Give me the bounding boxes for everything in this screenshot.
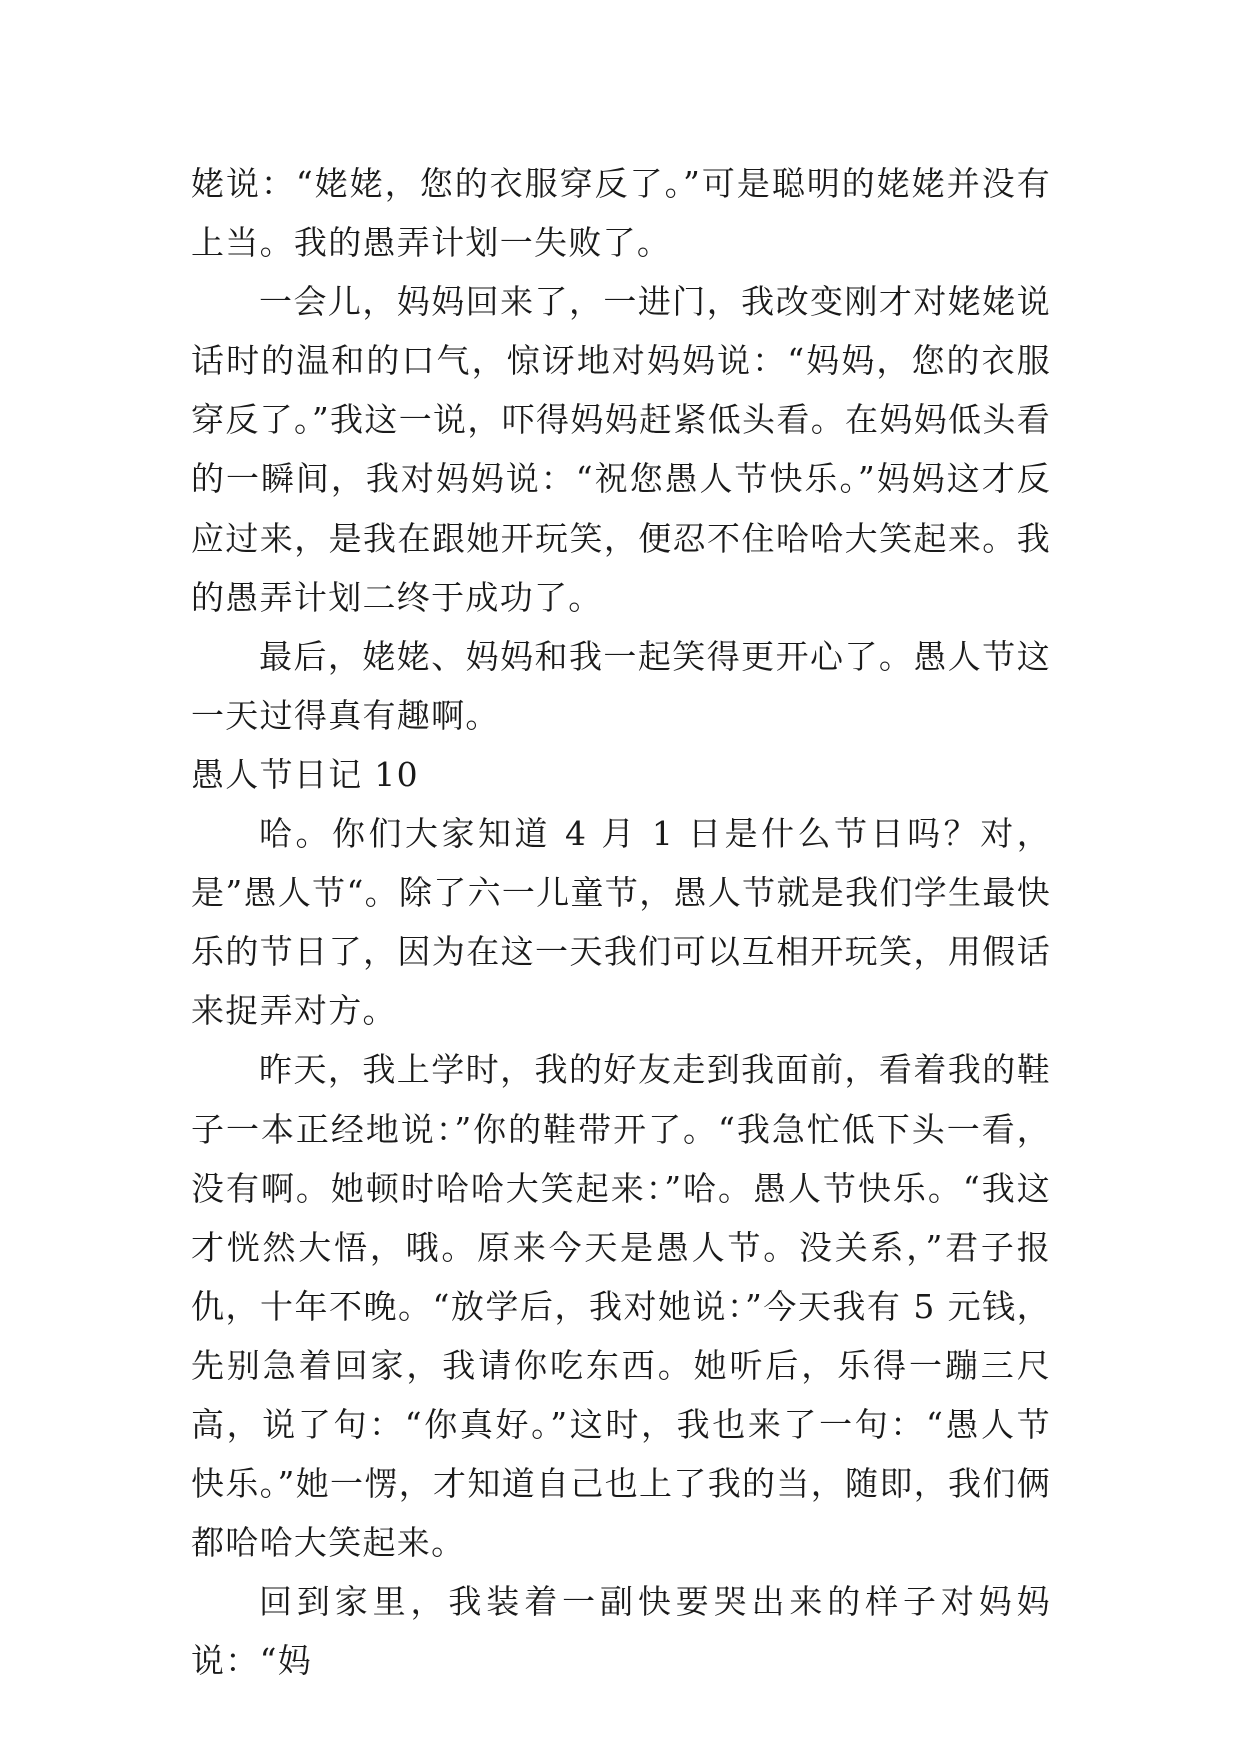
paragraph: 最后，姥姥、妈妈和我一起笑得更开心了。愚人节这一天过得真有趣啊。	[191, 636, 1051, 735]
section-title: 愚人节日记 10	[191, 754, 419, 794]
paragraph: 姥说：“姥姥，您的衣服穿反了。”可是聪明的姥姥并没有上当。我的愚弄计划一失败了。	[191, 164, 1051, 263]
paragraph: 昨天，我上学时，我的好友走到我面前，看着我的鞋子一本正经地说：”你的鞋带开了。“我急忙低下头一看，没有啊。她顿时哈哈大笑起来：”哈。愚人节快乐。“我这才恍然大悟，哦。原来今天是愚人节。没关系，”君子报仇，十年不晚。“放学后，我对她说：”今天我有 5 元钱，先别急着回家，我请你吃东西。她听后，乐得一蹦三尺高，说了句：“你真好。”这时，我也来了一句：“愚人节快乐。”她一愣，才知道自己也上了我的当，随即，我们俩都哈哈大笑起来。	[191, 1050, 1051, 1563]
document-body	[191, 154, 1051, 1690]
paragraph: 哈。你们大家知道 4 月 1 日是什么节日吗？对，是”愚人节“。除了六一儿童节，愚人节就是我们学生最快乐的节日了，因为在这一天我们可以互相开玩笑，用假话来捉弄对方。	[191, 814, 1051, 1031]
paragraph: 一会儿，妈妈回来了，一进门，我改变刚才对姥姥说话时的温和的口气，惊讶地对妈妈说：“妈妈，您的衣服穿反了。”我这一说，吓得妈妈赶紧低头看。在妈妈低头看的一瞬间，我对妈妈说：“祝您愚人节快乐。”妈妈这才反应过来，是我在跟她开玩笑，便忍不住哈哈大笑起来。我的愚弄计划二终于成功了。	[191, 282, 1051, 617]
paragraph: 回到家里，我装着一副快要哭出来的样子对妈妈说：“妈	[191, 1582, 1051, 1681]
